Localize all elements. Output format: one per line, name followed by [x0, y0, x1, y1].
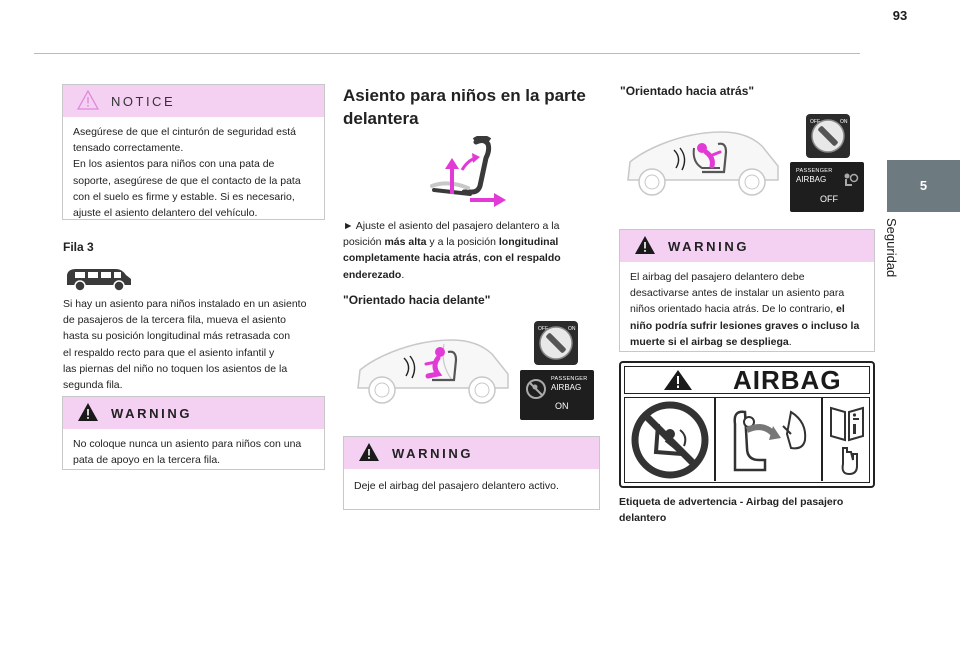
warning-bold: muerte si el airbag se despliega — [630, 335, 789, 348]
notice-line: soporte, asegúrese de que el contacto de la pata — [73, 174, 301, 187]
label-divider — [821, 398, 823, 481]
key-switch-icon — [806, 114, 850, 158]
svg-text:ON: ON — [840, 119, 848, 125]
panel-label: PASSENGER — [551, 376, 588, 382]
warning-triangle-icon — [358, 442, 380, 462]
warning-header — [344, 437, 599, 469]
airbag-status-panel-on — [520, 370, 594, 420]
warning-body — [620, 262, 874, 358]
chapter-tab[interactable]: 5 — [887, 160, 960, 212]
label-word: AIRBAG — [733, 365, 842, 395]
rear-facing-heading: "Orientado hacia atrás" — [620, 84, 755, 98]
warning-line — [630, 334, 864, 350]
warning-triangle-icon — [663, 369, 693, 391]
svg-text:OFF: OFF — [810, 119, 820, 125]
row3-line: hasta su posición longitudinal más retrasada con — [63, 330, 291, 343]
chapter-label: Seguridad — [884, 218, 899, 278]
caption-line: Etiqueta de advertencia - Airbag del pasajero — [619, 496, 844, 508]
airbag-deploy-icon — [725, 404, 811, 478]
label-pictograms — [624, 397, 870, 483]
warning-header — [620, 230, 874, 262]
warning-triangle-icon — [77, 90, 99, 110]
warning-body — [63, 429, 324, 476]
page-number: 93 — [892, 8, 908, 23]
step-part: Ajuste el asiento del pasajero delantero a la — [353, 220, 560, 232]
car-forward-facing-illustration — [352, 330, 514, 408]
no-child-seat-icon — [525, 378, 547, 400]
step-bold: longitudinal — [498, 236, 559, 249]
notice-body — [63, 117, 324, 229]
step-bold: más alta — [384, 236, 427, 249]
warning-line: El airbag del pasajero delantero debe — [630, 271, 805, 283]
header-divider — [34, 53, 860, 54]
airbag-warning-label — [619, 361, 875, 488]
panel-state: ON — [555, 401, 569, 411]
key-switch-icon — [534, 321, 578, 365]
step-bold: enderezado — [343, 268, 402, 281]
panel-state: OFF — [820, 194, 838, 204]
warning-box-row3 — [62, 396, 325, 470]
warning-bold: el — [836, 303, 845, 316]
notice-line: con el suelo es firme y estable. Si es necesario, — [73, 190, 295, 203]
warning-part: . — [788, 335, 792, 348]
section-title-line: Asiento para niños en la parte — [343, 86, 586, 105]
label-divider — [714, 398, 716, 481]
step-line — [343, 267, 601, 283]
warning-title: WARNING — [111, 406, 193, 421]
warning-line: desactivarse antes de instalar un asiento para — [630, 287, 845, 300]
step-line — [343, 218, 601, 234]
warning-line — [630, 301, 864, 317]
warning-triangle-icon — [77, 402, 99, 422]
notice-line: En los asientos para niños con una pata de — [73, 158, 275, 171]
row3-heading: Fila 3 — [63, 240, 94, 254]
read-manual-icon — [827, 404, 867, 478]
notice-line: tensado correctamente. — [73, 142, 184, 155]
warning-header — [63, 397, 324, 429]
panel-label: AIRBAG — [796, 175, 827, 184]
row3-line: de pasajeros de la tercera fila, mueva el asiento — [63, 314, 286, 327]
step-bold: completamente hacia atrás — [343, 252, 478, 265]
svg-text:OFF: OFF — [538, 326, 548, 332]
seat-adjust-icon — [418, 136, 510, 208]
step-part: , — [477, 252, 484, 265]
notice-line: ajuste el asiento delantero del vehículo. — [73, 207, 258, 220]
step-line — [343, 234, 601, 250]
row3-line: el respaldo recto para que el asiento infantil y — [63, 346, 275, 359]
panel-label: PASSENGER — [796, 168, 833, 174]
step-part: posición — [343, 236, 385, 249]
step-part: y a la posición — [426, 236, 499, 249]
step-line — [343, 250, 601, 266]
row3-line: segunda fila. — [63, 379, 123, 392]
warning-title: WARNING — [668, 239, 750, 254]
warning-line — [630, 318, 864, 334]
label-header — [624, 366, 870, 394]
caption-line: delantero — [619, 512, 667, 524]
section-title — [343, 84, 603, 130]
car-icon — [64, 264, 134, 294]
forward-facing-heading: "Orientado hacia delante" — [343, 293, 491, 307]
warning-triangle-icon — [634, 235, 656, 255]
step-text — [343, 218, 601, 283]
chapter-label-wrap — [884, 218, 914, 298]
section-title-line: delantera — [343, 109, 419, 128]
warning-line: No coloque nunca un asiento para niños con una — [73, 438, 302, 450]
airbag-passenger-icon — [840, 170, 860, 190]
step-bullet: ► — [343, 220, 354, 232]
step-part: . — [401, 268, 405, 281]
svg-text:ON: ON — [568, 326, 576, 332]
notice-header — [63, 85, 324, 117]
row3-line: Si hay un asiento para niños instalado en un asiento — [63, 298, 307, 310]
row3-line: las piernas del niño no toquen los asientos de la — [63, 362, 288, 375]
warning-body — [344, 469, 599, 502]
label-caption — [619, 494, 881, 526]
warning-box-rear — [619, 229, 875, 352]
warning-part: niños orientado hacia atrás. De lo contrario, — [630, 303, 837, 316]
step-bold: con el respaldo — [483, 252, 561, 265]
no-rear-facing-seat-icon — [630, 400, 710, 480]
warning-line: Deje el airbag del pasajero delantero activo. — [354, 480, 559, 492]
warning-line: pata de apoyo en la tercera fila. — [73, 454, 221, 467]
panel-label: AIRBAG — [551, 383, 582, 392]
warning-box-forward — [343, 436, 600, 510]
notice-box — [62, 84, 325, 220]
row3-text — [63, 296, 333, 393]
notice-title: NOTICE — [111, 94, 176, 109]
warning-title: WARNING — [392, 446, 474, 461]
car-rear-facing-illustration — [622, 122, 784, 200]
airbag-status-panel-off — [790, 162, 864, 212]
warning-bold: niño podría sufrir lesiones graves o incluso la — [630, 319, 860, 332]
notice-line: Asegúrese de que el cinturón de seguridad está — [73, 126, 296, 138]
